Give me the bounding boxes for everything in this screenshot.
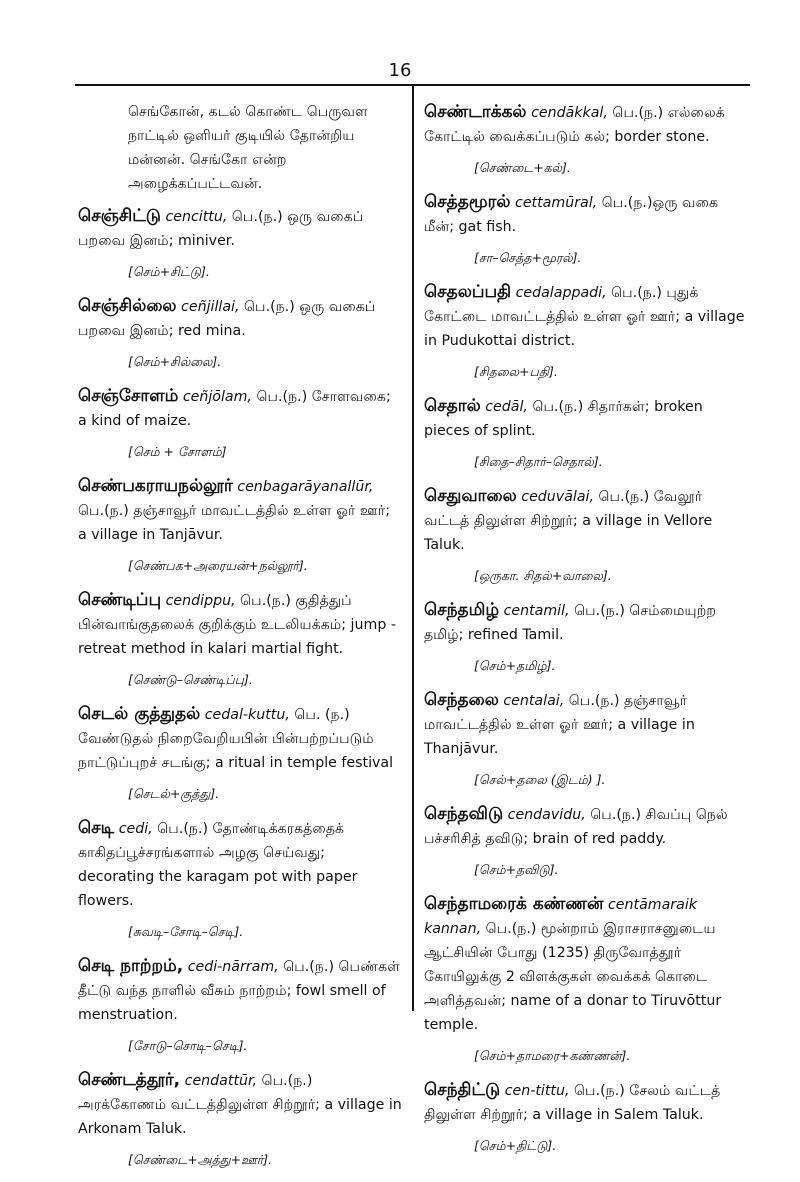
transliteration: cedalappadi, (515, 285, 607, 301)
dictionary-entry (424, 100, 749, 149)
headword: செடி நாற்றம், (78, 956, 184, 976)
etymology: [செம்+தமிழ்]. (474, 658, 556, 673)
transliteration: centāmaraik kannan, (424, 897, 697, 937)
headword: செடி (78, 818, 115, 838)
continuation-text: செங்கோன், கடல் கொண்ட பெருவள நாட்டில் ஒளியர் குடியில் தோன்றிய மன்னன். செங்கோ என்ற அழைக்கப்பட்டவன். (128, 104, 368, 192)
headword: செதால் (424, 396, 481, 416)
definition: பெ.(ந.) தஞ்சாவூர் மாவட்டத்தில் உள்ள ஓர் ஊர்; a village in Tanjāvur. (78, 503, 390, 543)
dictionary-entry (78, 588, 403, 661)
dictionary-entry (78, 816, 403, 913)
dictionary-entry (78, 294, 403, 343)
headword: செண்பகராயநல்லூர் (78, 476, 233, 496)
etymology: [செண்டை+அத்து+ஊர்]. (128, 1152, 273, 1167)
headword: செத்தமூரல் (424, 192, 511, 212)
definition: பெ.(ந.) எல்லைக் கோட்டில் வைக்கப்படும் கல்; border stone. (424, 105, 725, 145)
dictionary-entry (78, 384, 403, 433)
transliteration: cedal-kuttu, (204, 707, 290, 723)
etymology: [செம்+சிட்டு]. (128, 264, 210, 279)
headword: செந்தலை (424, 690, 499, 710)
definition: பெ.(ந.) சிதார்கள்; broken pieces of splint. (424, 399, 703, 439)
headword: செந்திட்டு (424, 1080, 501, 1100)
definition: பெ.(ந.) பெண்கள் தீட்டு வந்த நாளில் வீசும் நாற்றம்; fowl smell of menstruation. (78, 959, 401, 1023)
etymology: [சோடு–சொடி–செடி]. (128, 1038, 248, 1053)
definition: பெ.(ந.) அரக்கோணம் வட்டத்திலுள்ள சிற்றூர்; a village in Arkonam Taluk. (78, 1073, 402, 1137)
right-column (424, 100, 749, 1168)
left-column (78, 100, 403, 1182)
etymology: [சுவடி–சோடி–செடி]. (128, 924, 244, 939)
headword: செஞ்சில்லை (78, 296, 177, 316)
definition: பெ. (ந.) வேண்டுதல் நிறைவேறியபின் பின்பற்றப்படும் நாட்டுப்புறச் சடங்கு; a ritual in temple festival (78, 707, 394, 771)
transliteration: cedāl, (485, 399, 528, 415)
transliteration: ceñjōlam, (182, 389, 252, 405)
dictionary-entry (424, 190, 749, 239)
transliteration: cendākkal, (531, 105, 608, 121)
etymology: [செல்+தலை (இடம்) ]. (474, 772, 606, 787)
transliteration: cendavidu, (507, 807, 586, 823)
dictionary-entry (78, 702, 403, 775)
transliteration: cen-tittu, (504, 1083, 570, 1099)
definition: பெ.(ந.) வேலூர் வட்டத் திலுள்ள சிற்றூர்; a village in Vellore Taluk. (424, 489, 713, 553)
column-divider (412, 86, 414, 1011)
headword: செதுவாலை (424, 486, 517, 506)
definition: பெ.(ந.) தோண்டிக்கரகத்தைக் காகிதப்பூச்சரங்களால் அழகு செய்வது; decorating the karagam pot with paper flowers. (78, 821, 358, 909)
transliteration: cendattūr, (184, 1073, 258, 1089)
etymology: [செடல்+குத்து]. (128, 786, 220, 801)
dictionary-entry (424, 892, 749, 1037)
definition: பெ.(ந.) சேலம் வட்டத் திலுள்ள சிற்றூர்; a village in Salem Taluk. (424, 1083, 721, 1123)
definition: பெ.(ந.) செம்மையுற்ற தமிழ்; refined Tamil. (424, 603, 717, 643)
definition: பெ.(ந.) தஞ்சாவூர் மாவட்டத்தில் உள்ள ஓர் ஊர்; a village in Thanjāvur. (424, 693, 695, 757)
dictionary-entry (424, 688, 749, 761)
dictionary-entry (78, 474, 403, 547)
etymology: [செம்+தாமரை+கண்ணன்]. (474, 1048, 631, 1063)
definition: பெ.(ந.) சோளவகை; a kind of maize. (78, 389, 391, 429)
dictionary-entry (424, 1078, 749, 1127)
transliteration: ceñjillai, (181, 299, 240, 315)
transliteration: centamil, (503, 603, 570, 619)
etymology: [சா–செத்த+மூரல்]. (474, 250, 582, 265)
headword: செண்டாக்கல் (424, 102, 527, 122)
page-number: 16 (388, 60, 412, 81)
transliteration: cendippu, (165, 593, 236, 609)
etymology: [ஒருகா. சிதல்+வாலை]. (474, 568, 612, 583)
definition: பெ.(ந.) குதித்துப் பின்வாங்குதலைக் குறிக்கும் உடலியக்கம்; jump - retreat method in kalari martial fight. (78, 593, 396, 657)
definition: பெ.(ந.) ஒரு வகைப் பறவை இனம்; red mina. (78, 299, 376, 339)
headword: செடல் குத்துதல் (78, 704, 201, 724)
transliteration: cenbagarāyanallūr, (237, 479, 374, 495)
dictionary-entry (424, 280, 749, 353)
headword: செண்டத்தூர், (78, 1070, 181, 1090)
dictionary-entry (424, 598, 749, 647)
headword: செந்தமிழ் (424, 600, 500, 620)
dictionary-entry (424, 394, 749, 443)
etymology: [செண்டை+கல்]. (474, 160, 571, 175)
transliteration: ceduvālai, (521, 489, 594, 505)
dictionary-entry (78, 204, 403, 253)
headword: செதலப்பதி (424, 282, 512, 302)
headword: செஞ்சோளம் (78, 386, 179, 406)
etymology: [செம்+தவிடு]. (474, 862, 559, 877)
dictionary-entry (78, 1068, 403, 1141)
definition: பெ.(ந.)ஒரு வகை மீன்; gat fish. (424, 195, 719, 235)
etymology: [செம்+சில்லை]. (128, 354, 222, 369)
transliteration: cettamūral, (515, 195, 598, 211)
transliteration: centalai, (503, 693, 565, 709)
headword: செண்டிப்பு (78, 590, 162, 610)
definition: பெ.(ந.) சிவப்பு நெல் பச்சரிசித் தவிடு; brain of red paddy. (424, 807, 728, 847)
etymology: [செம்+திட்டு]. (474, 1138, 557, 1153)
definition: பெ.(ந.) மூன்றாம் இராசராசனுடைய ஆட்சியின் போது (1235) திருவோத்தூர் கோயிலுக்கு 2 விளக்குகள் வைக்கக் கொடை அளித்தவன்; name of a donar to Tiruvōttur temple. (424, 921, 722, 1033)
dictionary-entry (424, 484, 749, 557)
etymology: [செண்பக+அரையன்+நல்லூர்]. (128, 558, 308, 573)
headword: செந்தவிடு (424, 804, 504, 824)
headword: செஞ்சிட்டு (78, 206, 161, 226)
dictionary-entry (424, 802, 749, 851)
transliteration: cencittu, (165, 209, 228, 225)
definition: பெ.(ந.) புதுக் கோட்டை மாவட்டத்தில் உள்ள ஓர் ஊர்; a village in Pudukottai district. (424, 285, 745, 349)
etymology: [செண்டு–செண்டிப்பு]. (128, 672, 253, 687)
etymology: [சிதலை+பதி]. (474, 364, 558, 379)
definition: பெ.(ந.) ஒரு வகைப் பறவை இனம்; miniver. (78, 209, 364, 249)
transliteration: cedi, (118, 821, 153, 837)
dictionary-entry (78, 954, 403, 1027)
etymology: [செம் + சோளம்] (128, 444, 227, 459)
transliteration: cedi-nārram, (187, 959, 279, 975)
etymology: [சிதை–சிதார்–செதால்]. (474, 454, 603, 469)
headword: செந்தாமரைக் கண்ணன் (424, 894, 604, 914)
